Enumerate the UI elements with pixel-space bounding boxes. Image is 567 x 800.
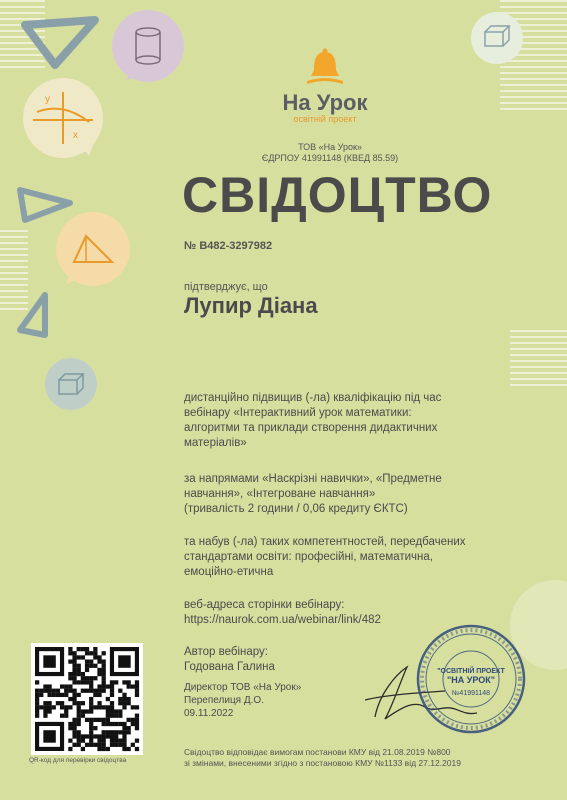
svg-text:x: x [73, 130, 78, 141]
author-label: Автор вебінару: [184, 646, 268, 658]
company-code: ЄДРПОУ 41991148 (КВЕД 85.59) [261, 153, 399, 163]
decor-stripes [510, 330, 567, 390]
director-name: Перепелиця Д.О. [184, 695, 264, 706]
director-title: Директор ТОВ «На Урок» [184, 682, 302, 693]
paragraph-line: навчання», «Інтегроване навчання» [184, 488, 376, 500]
certificate-title: СВІДОЦТВО [182, 167, 493, 223]
qr-code[interactable] [31, 643, 143, 755]
svg-text:y: y [45, 94, 50, 105]
paragraph-line: матеріалів» [184, 437, 247, 449]
stamp-line: №41991148 [451, 690, 491, 697]
legal-footer [184, 747, 461, 769]
footer-line: зі змінами, внесеними згідно з постановою КМУ №1133 від 27.12.2019 [184, 758, 461, 768]
triangle-bubble-icon [56, 212, 130, 286]
directions-paragraph [184, 472, 524, 517]
triangle-ruler-icon [15, 290, 55, 340]
paragraph-line: стандартами освіти: професійні, математична, [184, 551, 433, 563]
certificate-number: № В482-3297982 [184, 240, 273, 252]
stamp-line: "НА УРОК" [446, 675, 496, 685]
webinar-link-label: веб-адреса сторінки вебінару: [184, 599, 345, 611]
issue-date: 09.11.2022 [184, 708, 234, 719]
bell-book-icon [303, 48, 347, 90]
company-name: ТОВ «На Урок» [298, 142, 362, 152]
paragraph-line: за напрямами «Наскрізні навички», «Предметне [184, 473, 442, 485]
cube-bubble-icon [471, 12, 523, 64]
paragraph-line: вебінару «Інтерактивний урок математики: [184, 407, 412, 419]
brand-name: На Урок [282, 90, 368, 115]
paragraph-line: емоційно-етична [184, 566, 274, 578]
official-stamp [415, 623, 527, 735]
confirms-label: підтверджує, що [184, 281, 268, 293]
webinar-link[interactable]: https://naurok.com.ua/webinar/link/482 [184, 614, 381, 626]
author-name: Годована Галина [184, 661, 275, 673]
brand-logo [240, 48, 410, 124]
paragraph-line: дистанційно підвищив (-ла) кваліфікацію під час [184, 392, 442, 404]
stamp-line: "ОСВІТНІЙ ПРОЕКТ [437, 668, 505, 675]
footer-line: Свідоцтво відповідає вимогам постанови КМУ від 21.08.2019 №800 [184, 747, 451, 757]
paragraph-line: та набув (-ла) таких компетентностей, передбачених [184, 536, 466, 548]
triangle-ruler-icon [20, 15, 100, 75]
cube-bubble-icon [45, 358, 97, 410]
graph-bubble-icon [23, 78, 103, 158]
recipient-name: Лупир Діана [184, 293, 318, 318]
competencies-paragraph [184, 535, 524, 580]
brand-subtitle: освітній проект [293, 114, 357, 124]
paragraph-line: алгоритми та приклади створення дидактичних [184, 422, 438, 434]
paragraph-line: (тривалість 2 години / 0,06 кредиту ЄКТС) [184, 503, 408, 515]
qualification-paragraph [184, 391, 524, 451]
qr-caption: QR-код для перевірки свідоцтва [29, 757, 127, 764]
cylinder-bubble-icon [112, 10, 184, 82]
company-info [260, 142, 400, 164]
director-block [184, 681, 301, 720]
